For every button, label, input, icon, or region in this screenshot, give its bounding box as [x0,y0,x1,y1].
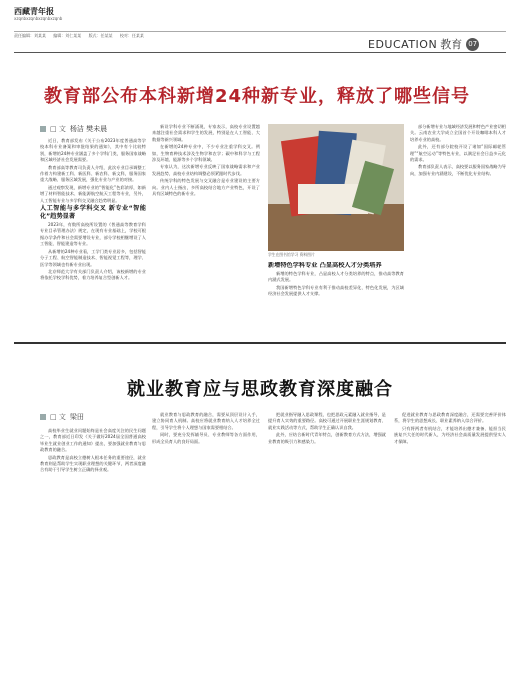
section-tag [368,36,479,52]
paragraph: 新设学科专业不断涌现，专家表示，高校专业设置越来越注重社会需求和学生的发展，特别是在人工智能、大数据等新兴领域。 [152,124,260,142]
article2-col4 [394,412,506,690]
paragraph: 通过观察发现，新增专业的“智能化”色彩浓厚，如新增了材料智能技术、新能源航空航天工程等专业，另外，人工智能专业与多学科交叉融合趋势明显。 [40,184,146,203]
paragraph: 2023年，有数所高校所设置的《普通高等教育学科专业目录管理办法》规定，在现有专业基础上，学校可根据办学条件和社会需要增设专业，部分学校相继增设了人工智能、智能建造等专业。 [40,222,146,247]
paragraph: 促进就业教育与思政教育深度融合，还需要完善评价体系，将学生的思想成长、职业素养纳入综合评价。 [394,412,506,424]
paragraph: 新增的特色学科专业，凸显高校人才分类培养的特点，推动高等教育内涵式发展。 [268,271,404,283]
paragraph: 教育部高等教育司负责人介绍，此次专业目录调整工作着力构建新工科、新医科、新农科、新文科，服务国家重大战略、服务区域发展，强化专业与产业的对接。 [40,164,146,183]
section-rule [14,52,506,53]
masthead-url: xzqnbxzqnbxzqnbxzqnb [14,16,63,21]
paragraph: 只有将两者有机结合，才能培养出德才兼备、能担当民族复兴大任的时代新人，为经济社会高质量发展提供坚实人才保障。 [394,425,506,444]
paragraph: 部分新增专业与地域经济发展和特色产业密切相关。云南农业大学成立全国首个开设咖啡本科人才培养专业的高校。 [410,124,506,142]
section-en: EDUCATION [368,37,438,51]
article2-byline [40,412,84,422]
photo-caption: 学生在图书馆学习 资料图片 [268,252,315,257]
article1-subhead: 人工智能与多学科交叉 新专业“智能化”趋势显著 [40,205,146,221]
article1-subhead2: 新增特色学科专业 凸显高校人才分类培养 [268,262,382,269]
masthead [14,6,506,26]
paragraph: 专家认为，这次新增专业反映了国家战略需求和产业发展趋势，高校专业结构调整必须紧跟时代步伐。 [152,164,260,176]
paragraph: 思政教育是高校立德树人根本任务的重要途径，就业教育则是帮助学生实现职业理想的关键环节，两者深度融合有助于引导学生树立正确的择业观。 [40,454,146,473]
section-cn: 教育 [440,38,463,51]
paragraph: 从新增的24种专业看，工学门类专业居多，包括智能分子工程、航空智能制造技术、智能视觉工程等，理学、医学等领域也有新专业出现。 [40,248,146,267]
article2-col1 [40,428,146,690]
byline-authors: 杨洁 樊未晨 [69,125,108,133]
paragraph: 高校毕业生就业问题始终是社会高度关注的民生问题之一，教育部近日印发《关于做好2024届全国普通高校毕业生就业创业工作的通知》提出，要加强就业教育与思政教育的融合。 [40,428,146,453]
paragraph: 北京师范大学有关部门负责人介绍，该校新增的专业将依托学校学科优势，着力培养复合型创新人才。 [40,268,146,281]
article1-col4 [410,124,506,336]
paragraph: 把就业指导融入思政课程，也把思政元素融入就业指导，是提升育人实效的重要路径。高校可通过开展职业生涯规划教育、就业实践活动等方式，帮助学生正确认识自我。 [268,412,386,430]
article1-col3 [268,262,404,336]
byline-label: □ 文 [50,125,66,133]
article1-headline: 教育部公布本科新增24种新专业，释放了哪些信号 [43,86,471,107]
meta-editor2: 编辑：刘仁某某 [53,33,82,38]
masthead-title: 西藏青年报 [14,7,54,16]
paragraph: 在新增的24种专业中，不少专业注重学科交叉。例如，生物育种技术涉及生物学和农学；碳中和科学与工程涉及环境、能源等多个学科领域。 [152,144,260,163]
article2-col3 [268,412,386,690]
page-number: 07 [466,38,479,51]
article1-byline [40,124,107,134]
books-photo [268,124,404,251]
article1-col1 [40,138,146,336]
article1-col2 [152,124,260,336]
meta-proof: 校对：任某某 [119,33,144,38]
byline-square-icon [40,126,46,132]
byline-label: □ 文 [50,413,66,421]
paragraph: 同时，要充分发挥辅导员、专业教师等各方面作用，形成全员育人的良好局面。 [152,432,260,444]
meta-editor: 责任编辑：刘某某 [14,33,46,38]
paragraph: 就业教育与思政教育的融合，需要从顶层设计入手，建立协同育人机制。高校应将就业教育纳入人才培养全过程，引导学生将个人理想与国家需要相结合。 [152,412,260,430]
editor-meta [14,33,314,39]
byline-authors: 梁田 [69,413,84,421]
article2-col2 [152,412,260,690]
meta-layout: 版式：任某某 [88,33,113,38]
article2-headline: 就业教育应与思政教育深度融合 [127,379,393,400]
paragraph: 此外，应结合新时代青年特点，创新教育方式方法，增强就业教育的吸引力和感染力。 [268,432,386,444]
byline-square-icon [40,414,46,420]
paragraph: 此外，还有部分院校开设了诸如“国际邮轮管理”“航空运动”等特色专业，以满足社会日益多元化的需求。 [410,144,506,163]
paragraph: 近日，教育部发布《关于公布2023年度普通高等学校本科专业备案和审批结果的通知》，其中有个比较特别，新增的24种专业涵盖了多个学科门类，服务国家战略和区域经济社会发展需要。 [40,138,146,163]
paragraph: 教育部负责人表示，高校要以服务国家战略为导向，加强专业内涵建设，不断优化专业结构。 [410,164,506,176]
paragraph: 我国新增特色学科专业有利于推动高校差异化、特色化发展，为区域经济社会发展提供人才支撑。 [268,284,404,297]
paragraph: 传统学科的特色发展与交叉融合是专业建设的主要方向。业内人士指出，多所高校结合地方产业特色，开设了具有区域特色的新专业。 [152,178,260,197]
header-rule [14,31,506,32]
article-divider [14,342,506,344]
